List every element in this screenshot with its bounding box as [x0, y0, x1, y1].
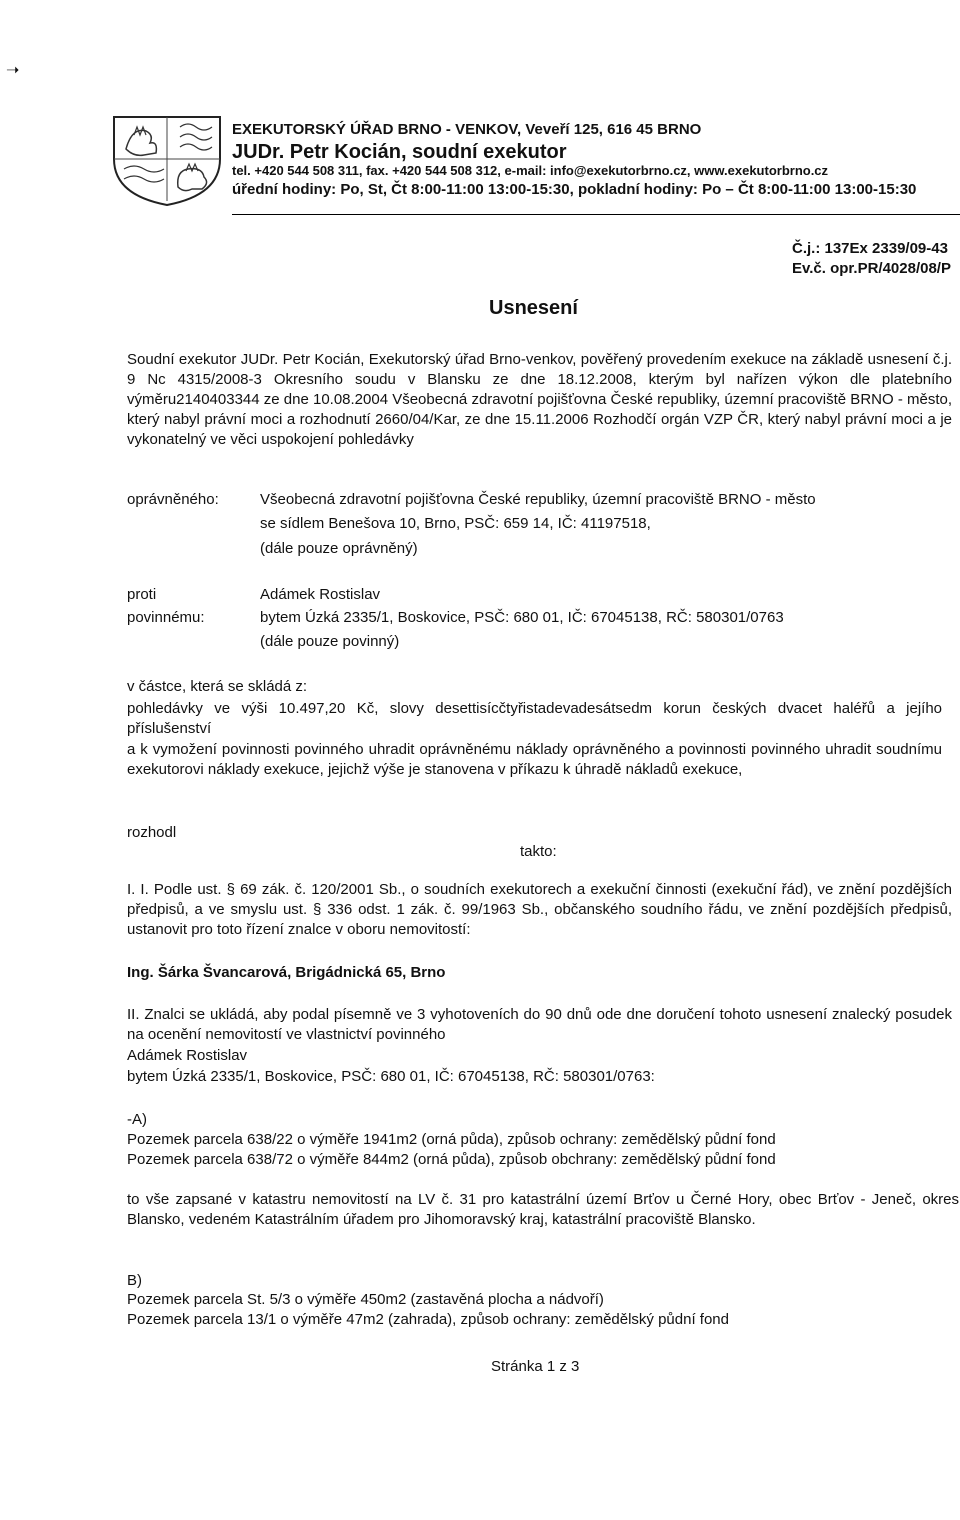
- header-divider: [232, 214, 960, 215]
- office-hours: úřední hodiny: Po, St, Čt 8:00-11:00 13:00-15:30, pokladní hodiny: Po – Čt 8:00-11:00 13:00-15:30: [232, 181, 917, 198]
- section-2-paragraph: II. Znalci se ukládá, aby podal písemně ve 3 vyhotoveních do 90 dnů ode dne doručení tohoto usnesení znalecký posudek na ocenění nemovitostí ve vlastnictví povinného: [127, 1006, 952, 1043]
- coat-of-arms-icon: [106, 113, 228, 207]
- parcel-item: Pozemek parcela St. 5/3 o výměře 450m2 (zastavěná plocha a nádvoří): [127, 1291, 604, 1308]
- claim-paragraph: pohledávky ve výši 10.497,20 Kč, slovy desettisícčtyřistadevadesátsedm korun českých dvacet haléřů a jejího příslušenství: [127, 700, 942, 737]
- document-title: Usnesení: [489, 297, 578, 319]
- section-1-paragraph: I. I. Podle ust. § 69 zák. č. 120/2001 Sb., o soudních exekutorech a exekuční činnosti (exekuční řád), ve znění pozdějších předpisů, a ve smyslu ust. § 336 odst. 1 zák. č. 99/1963 Sb., občanského soudního řádu, ve znění pozdějších předpisů, ustanovit pro toto řízení znalce v oboru nemovitostí:: [127, 881, 952, 938]
- debtor-line: Adámek Rostislav: [260, 586, 381, 603]
- owner-name: Adámek Rostislav: [127, 1047, 248, 1064]
- debtor-label: povinnému:: [127, 609, 205, 626]
- case-number: Č.j.: 137Ex 2339/09-43: [792, 240, 948, 257]
- debtor-line: (dále pouze povinný): [260, 633, 400, 650]
- creditor-line: (dále pouze oprávněný): [260, 540, 418, 557]
- creditor-label: oprávněného:: [127, 491, 219, 508]
- amount-heading: v částce, která se skládá z:: [127, 678, 308, 695]
- register-number: Ev.č. opr.PR/4028/08/P: [792, 260, 951, 277]
- decided-label: rozhodl: [127, 824, 177, 841]
- registry-paragraph: to vše zapsané v katastru nemovitostí na LV č. 31 pro katastrální území Brťov u Černé Hory, obec Brťov - Jeneč, okres Blansko, vedeném Katastrálním úřadem pro Jihomoravský kraj, katastrální pracoviště Blansko.: [127, 1191, 959, 1228]
- parcel-item: Pozemek parcela 638/72 o výměře 844m2 (orná půda), způsob obchrany: zemědělský půdní fond: [127, 1151, 776, 1168]
- creditor-line: Všeobecná zdravotní pojišťovna České republiky, územní pracoviště BRNO - město: [260, 491, 816, 508]
- page-number: Stránka 1 z 3: [491, 1358, 580, 1375]
- creditor-line: se sídlem Benešova 10, Brno, PSČ: 659 14, IČ: 41197518,: [260, 515, 651, 532]
- expert-name: Ing. Šárka Švancarová, Brigádnická 65, Brno: [127, 964, 446, 981]
- parcel-item: Pozemek parcela 13/1 o výměře 47m2 (zahrada), způsob ochrany: zemědělský půdní fond: [127, 1311, 729, 1328]
- part-a-label: -A): [127, 1111, 147, 1128]
- contact-line: tel. +420 544 508 311, fax. +420 544 508 312, e-mail: info@exekutorbrno.cz, www.exekutorbrno.cz: [232, 163, 829, 178]
- parcel-item: Pozemek parcela 638/22 o výměře 1941m2 (orná půda), způsob ochrany: zemědělský půdní fond: [127, 1131, 776, 1148]
- scan-mark: ➝: [6, 62, 20, 79]
- office-address: EXEKUTORSKÝ ÚŘAD BRNO - VENKOV, Veveří 125, 616 45 BRNO: [232, 121, 702, 138]
- owner-address: bytem Úzká 2335/1, Boskovice, PSČ: 680 01, IČ: 67045138, RČ: 580301/0763:: [127, 1068, 655, 1085]
- part-b-label: B): [127, 1272, 142, 1289]
- intro-paragraph: Soudní exekutor JUDr. Petr Kocián, Exekutorský úřad Brno-venkov, pověřený provedením exekuce na základě usnesení č.j. 9 Nc 4315/2008-3 Okresního soudu v Blansku ze dne 18.12.2008, kterým byl nařízen výkon dle platebního výměru2140403344 ze dne 10.08.2004 Všeobecná zdravotní pojišťovna České republiky, územní pracoviště BRNO - město, který nabyl právní moci a rozhodnutí 2660/04/Kar, ze dne 15.11.2006 Rozhodčí orgán VZP ČR, který nabyl právní moci a je vykonatelný ve věci uspokojení pohledávky: [127, 351, 952, 448]
- as-follows-label: takto:: [520, 843, 557, 860]
- debtor-line: bytem Úzká 2335/1, Boskovice, PSČ: 680 01, IČ: 67045138, RČ: 580301/0763: [260, 609, 784, 626]
- executor-name: JUDr. Petr Kocián, soudní exekutor: [232, 141, 567, 163]
- costs-paragraph: a k vymožení povinnosti povinného uhradit oprávněnému náklady oprávněného a povinnosti povinného uhradit soudnímu exekutorovi náklady exekuce, jejichž výše je stanovena v příkazu k úhradě nákladů exekuce,: [127, 741, 942, 778]
- against-label: proti: [127, 586, 157, 603]
